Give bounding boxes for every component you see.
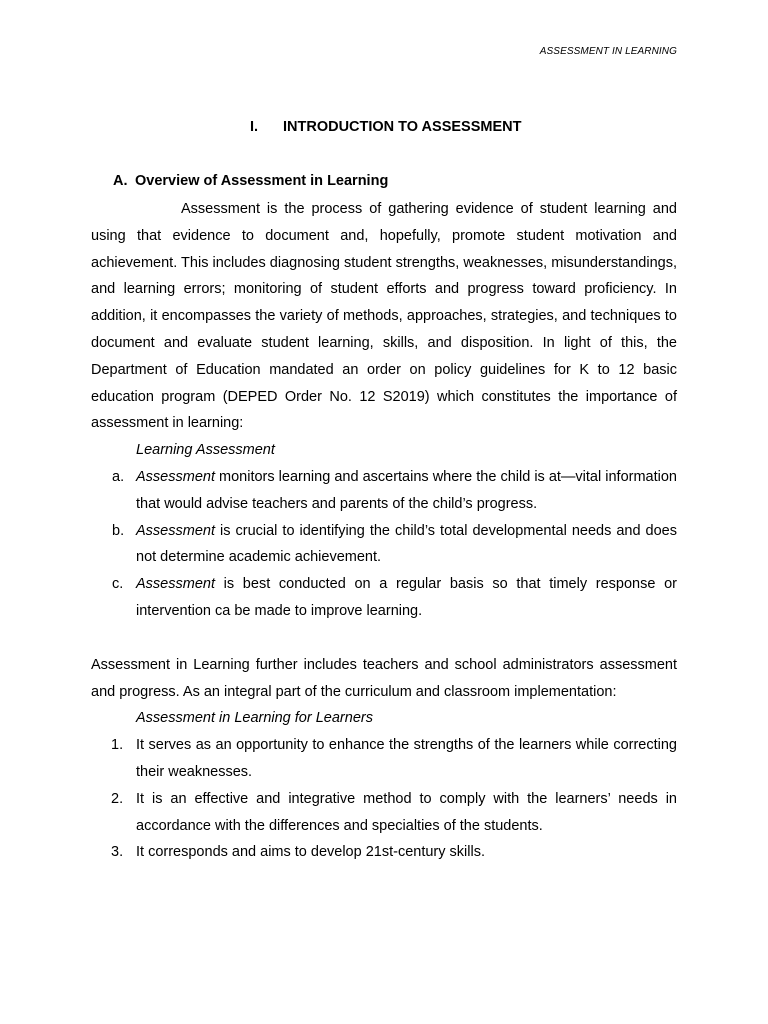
numbered-list — [91, 732, 677, 866]
list-item — [91, 839, 677, 866]
list-item-text: monitors learning and ascertains where the child is at—vital information that would advise teachers and parents of the child’s progress. — [136, 468, 677, 512]
running-header: ASSESSMENT IN LEARNING — [539, 46, 677, 57]
list-marker: 3. — [111, 844, 124, 861]
list-label: Learning Assessment — [136, 442, 275, 459]
list-marker: b. — [112, 522, 125, 539]
document-body — [91, 196, 677, 866]
chapter-number: I. — [250, 119, 259, 135]
emphasis-term: Assessment — [136, 576, 215, 593]
list-item-text: It corresponds and aims to develop 21st-century skills. — [136, 844, 485, 861]
list-marker: 1. — [111, 737, 124, 754]
list-item — [91, 518, 677, 572]
list-item-text: is crucial to identifying the child’s total developmental needs and does not determine academic achievement. — [136, 522, 677, 566]
emphasis-term: Assessment — [136, 522, 215, 539]
list-marker: 2. — [111, 790, 124, 807]
list-item — [91, 732, 677, 786]
paragraph-spacer — [91, 625, 677, 652]
list-item-text: It serves as an opportunity to enhance the strengths of the learners while correcting their weaknesses. — [136, 737, 677, 780]
list-marker: c. — [112, 576, 124, 593]
list-item — [91, 786, 677, 840]
section-heading — [113, 173, 388, 189]
list-item — [91, 571, 677, 625]
learners-paragraph: Assessment in Learning further includes teachers and school administrators assessment and progress. As an integral part of the curriculum and classroom implementation: — [91, 656, 677, 700]
emphasis-term: Assessment — [136, 468, 215, 485]
list-label: Assessment in Learning for Learners — [136, 710, 373, 727]
list-marker: a. — [112, 468, 125, 485]
section-heading-text: Overview of Assessment in Learning — [135, 173, 389, 189]
lettered-list — [91, 464, 677, 625]
list-item — [91, 464, 677, 518]
chapter-title-text: INTRODUCTION TO ASSESSMENT — [283, 119, 522, 135]
list-item-text: is best conducted on a regular basis so that timely response or intervention ca be made to improve learning. — [136, 576, 677, 619]
overview-paragraph: Assessment is the process of gathering evidence of student learning and using that evidence to document and, hopefully, promote student motivation and achievement. This includes diagnosing student strengths, weaknesses, misunderstandings, and learning errors; monitoring of student efforts and progress toward proficiency. In addition, it encompasses the variety of methods, approaches, strategies, and techniques to document and evaluate student learning, skills, and disposition. In light of this, the Department of Education mandated an order on policy guidelines for K to 12 basic education program (DEPED Order No. 12 S2019) which constitutes the importance of assessment in learning: — [91, 201, 677, 432]
list-item-text: It is an effective and integrative method to comply with the learners’ needs in accordance with the differences and specialties of the students. — [136, 790, 677, 834]
section-letter: A. — [113, 173, 128, 189]
